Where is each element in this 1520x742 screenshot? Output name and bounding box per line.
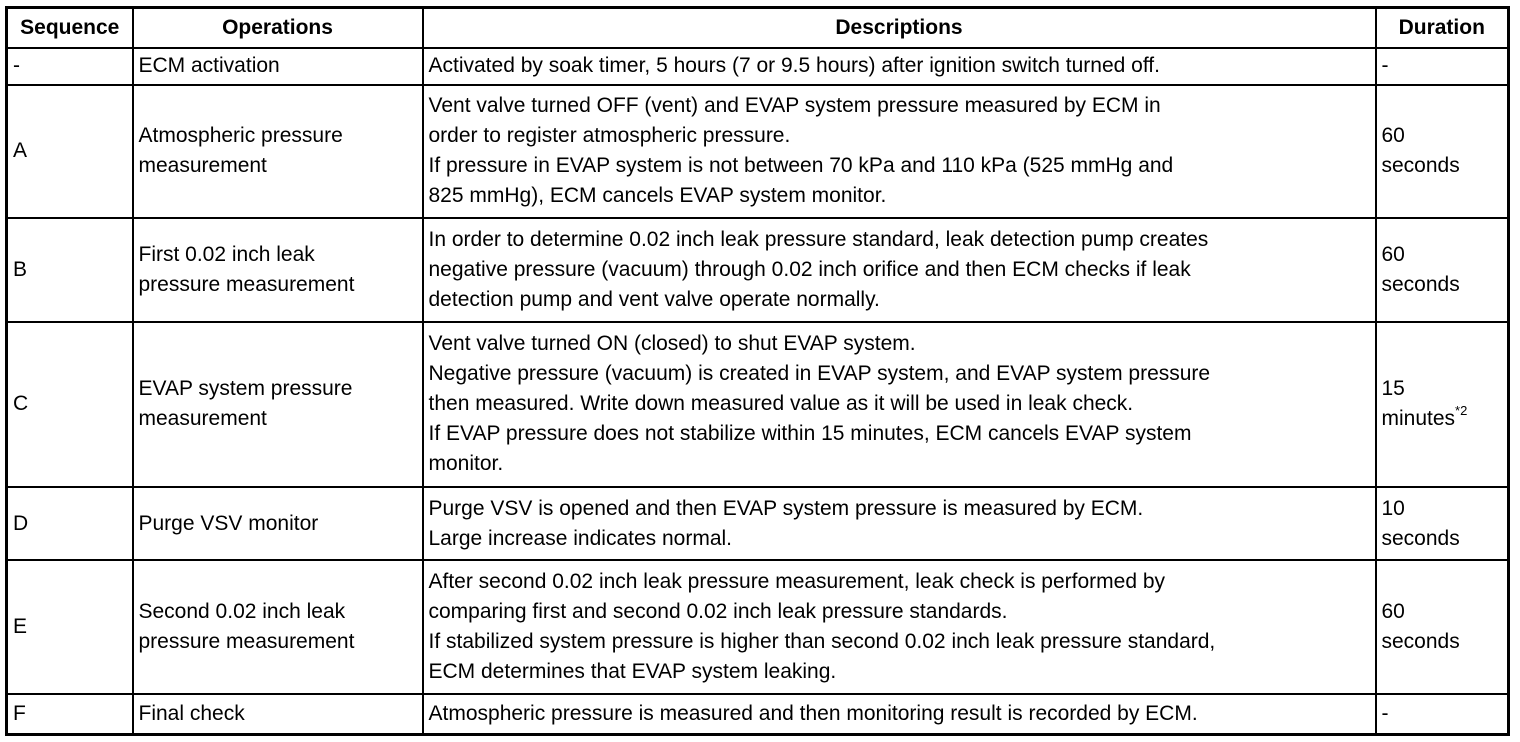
- description-line: Negative pressure (vacuum) is created in EVAP system, and EVAP system pressure: [428, 362, 1211, 386]
- description-cell: [423, 48, 1376, 85]
- sequence-cell: C: [7, 322, 133, 487]
- description-line: Vent valve turned ON (closed) to shut EVAP system.: [428, 332, 916, 356]
- description-cell: [423, 322, 1376, 487]
- operation-line: pressure measurement: [138, 629, 355, 653]
- duration-line: seconds: [1381, 154, 1460, 178]
- description-line: detection pump and vent valve operate normally.: [428, 288, 880, 312]
- duration-line: -: [1381, 701, 1389, 725]
- description-line: then measured. Write down measured value as it will be used in leak check.: [428, 392, 1134, 416]
- header-descriptions: Descriptions: [423, 8, 1376, 49]
- operation-cell: [133, 48, 423, 85]
- description-line: monitor.: [428, 452, 504, 476]
- duration-text: minutes: [1381, 407, 1456, 431]
- description-line: Activated by soak timer, 5 hours (7 or 9.5 hours) after ignition switch turned off.: [428, 54, 1160, 78]
- sequence-cell: F: [7, 694, 133, 735]
- table-row: [7, 218, 1509, 321]
- duration-line: seconds: [1381, 629, 1460, 653]
- operation-line: Final check: [138, 701, 245, 725]
- operation-line: Atmospheric pressure: [138, 124, 343, 148]
- operation-cell: [133, 85, 423, 219]
- description-cell: [423, 487, 1376, 560]
- description-line: negative pressure (vacuum) through 0.02 inch orifice and then ECM checks if leak: [428, 258, 1191, 282]
- description-line: Vent valve turned OFF (vent) and EVAP system pressure measured by ECM in: [428, 94, 1161, 118]
- table-row: [7, 560, 1509, 694]
- description-line: If pressure in EVAP system is not between 70 kPa and 110 kPa (525 mmHg and: [428, 154, 1174, 178]
- operation-line: measurement: [138, 407, 267, 431]
- description-line: If stabilized system pressure is higher than second 0.02 inch leak pressure standard,: [428, 629, 1216, 653]
- header-operations: Operations: [133, 8, 423, 49]
- duration-cell: [1376, 560, 1509, 694]
- description-line: ECM determines that EVAP system leaking.: [428, 659, 837, 683]
- duration-line: seconds: [1381, 526, 1460, 550]
- operation-line: ECM activation: [138, 54, 280, 78]
- table-row: [7, 85, 1509, 219]
- description-line: If EVAP pressure does not stabilize within 15 minutes, ECM cancels EVAP system: [428, 422, 1192, 446]
- description-line: Atmospheric pressure is measured and then monitoring result is recorded by ECM.: [428, 701, 1198, 725]
- description-line: comparing first and second 0.02 inch leak pressure standards.: [428, 599, 1008, 623]
- evap-monitor-table: [5, 6, 1510, 736]
- operation-line: First 0.02 inch leak: [138, 243, 315, 267]
- header-duration: Duration: [1376, 8, 1509, 49]
- sequence-cell: B: [7, 218, 133, 321]
- description-cell: [423, 85, 1376, 219]
- duration-line: seconds: [1381, 273, 1460, 297]
- duration-cell: [1376, 487, 1509, 560]
- header-sequence: Sequence: [7, 8, 133, 49]
- description-line: In order to determine 0.02 inch leak pressure standard, leak detection pump creates: [428, 228, 1209, 252]
- duration-cell: [1376, 218, 1509, 321]
- operation-line: EVAP system pressure: [138, 377, 353, 401]
- operation-line: measurement: [138, 154, 267, 178]
- operation-cell: [133, 218, 423, 321]
- sequence-cell: -: [7, 48, 133, 85]
- table-row: [7, 487, 1509, 560]
- operation-cell: [133, 322, 423, 487]
- header-row: [7, 8, 1509, 49]
- duration-line: 15: [1381, 377, 1405, 401]
- description-line: Large increase indicates normal.: [428, 526, 732, 550]
- operation-cell: [133, 694, 423, 735]
- table-row: [7, 48, 1509, 85]
- sequence-cell: A: [7, 85, 133, 219]
- duration-line: [1382, 404, 1503, 434]
- duration-cell: [1376, 85, 1509, 219]
- duration-line: 60: [1381, 243, 1405, 267]
- description-line: order to register atmospheric pressure.: [428, 124, 791, 148]
- description-cell: [423, 694, 1376, 735]
- description-cell: [423, 218, 1376, 321]
- operation-line: Purge VSV monitor: [138, 511, 319, 535]
- footnote-marker: *2: [1455, 403, 1468, 419]
- operation-cell: [133, 560, 423, 694]
- sequence-cell: E: [7, 560, 133, 694]
- duration-cell: [1376, 48, 1509, 85]
- table-body: [7, 48, 1509, 735]
- description-line: Purge VSV is opened and then EVAP system pressure is measured by ECM.: [428, 496, 1144, 520]
- description-line: After second 0.02 inch leak pressure measurement, leak check is performed by: [428, 569, 1166, 593]
- sequence-cell: D: [7, 487, 133, 560]
- description-cell: [423, 560, 1376, 694]
- duration-line: 10: [1381, 496, 1405, 520]
- duration-cell: [1376, 694, 1509, 735]
- operation-line: Second 0.02 inch leak: [138, 599, 346, 623]
- description-line: 825 mmHg), ECM cancels EVAP system monitor.: [428, 184, 887, 208]
- operation-line: pressure measurement: [138, 273, 355, 297]
- table-row: [7, 322, 1509, 487]
- duration-line: 60: [1381, 124, 1405, 148]
- duration-cell: [1376, 322, 1509, 487]
- table-row: [7, 694, 1509, 735]
- duration-line: 60: [1381, 599, 1405, 623]
- operation-cell: [133, 487, 423, 560]
- duration-line: -: [1381, 54, 1389, 78]
